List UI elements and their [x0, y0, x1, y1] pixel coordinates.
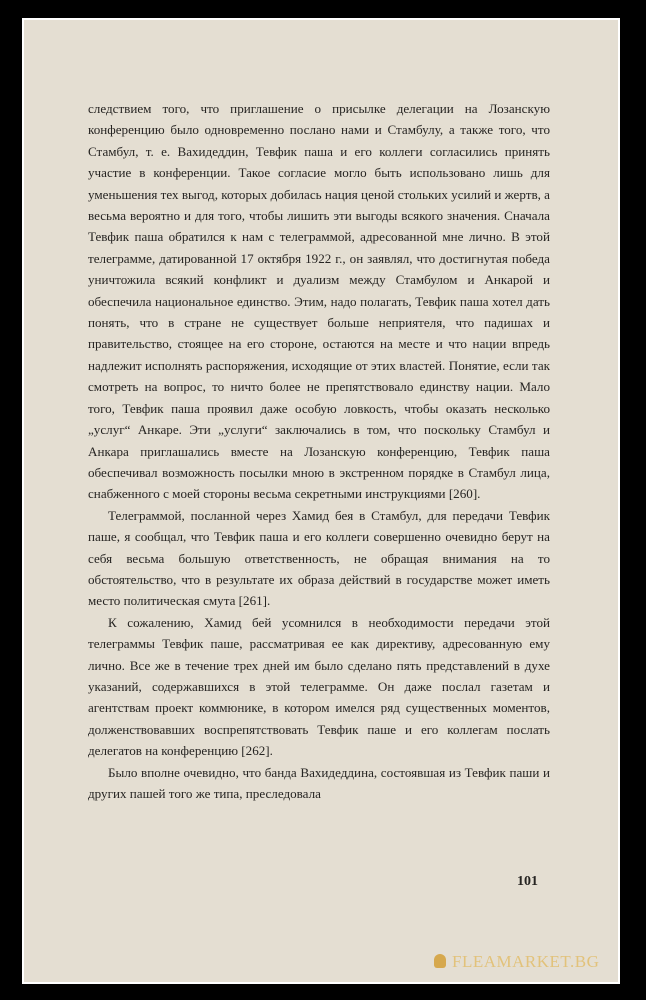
paragraph-4: Было вполне очевидно, что банда Вахидеддина, состоявшая из Тевфик паши и других пашей того же типа, преследовала	[88, 764, 550, 801]
page-number: 101	[517, 874, 538, 889]
watermark-text: FLEAMARKET.BG	[452, 952, 600, 971]
watermark	[434, 952, 599, 972]
paragraph-2: Телеграммой, посланной через Хамид бея в Стамбул, для передачи Тевфик паше, я сообщал, что Тевфик паша и его коллеги совершенно очевидно берут на себя весьма большую ответственность, не обращая внимания на то обстоятельство, что в результате их образа действий в государстве может иметь место политическая смута [261].	[88, 507, 550, 609]
paragraph-3: К сожалению, Хамид бей усомнился в необходимости передачи этой телеграммы Тевфик паше, рассматривая ее как директиву, адресованную ему лично. Все же в течение трех дней им было сделано пять представлений в духе указаний, содержавшихся в этой телеграмме. Он даже послал газетам и агентствам проект коммюнике, в котором имелся ряд существенных моментов, долженствовавших воспрепятствовать Тевфик паше и его коллегам послать делегатов на конференцию [262].	[88, 614, 550, 759]
book-page	[22, 18, 620, 984]
flame-icon	[434, 954, 446, 968]
paragraph-1: следствием того, что приглашение о присылке делегации на Лозанскую конференцию было одновременно послано нами и Стамбулу, а также того, что Стамбул, т. е. Вахидеддин, Тевфик паша и его коллеги согласились принять участие в конференции. Такое согласие могло быть использовано лишь для уменьшения тех выгод, которых добилась нация ценой стольких усилий и жертв, а весьма вероятно и для того, чтобы лишить эти выгоды всякого значения. Сначала Тевфик паша обратился к нам с телеграммой, адресованной мне лично. В этой телеграмме, датированной 17 октября 1922 г., он заявлял, что достигнутая победа уничтожила всякий конфликт и дуализм между Стамбулом и Анкарой и обеспечила национальное единство. Этим, надо полагать, Тевфик паша хотел дать понять, что в стране не существует больше неприятеля, что падишах и правительство, стоящее на его стороне, остаются на месте и что нации впредь надлежит исполнять распоряжения, исходящие от этих властей. Понятие, если так смотреть на вопрос, то ничто более не препятствовало единству нации. Мало того, Тевфик паша проявил даже особую ловкость, чтобы оказать несколько „услуг“ Анкаре. Эти „услуги“ заключались в том, что поскольку Стамбул и Анкара приглашались вместе на Лозанскую конференцию, Тевфик паша обеспечивал возможность посылки мною в экстренном порядке в Стамбул лица, снабженного с моей стороны весьма секретными инструкциями [260].	[88, 101, 550, 502]
body-text	[88, 98, 550, 804]
